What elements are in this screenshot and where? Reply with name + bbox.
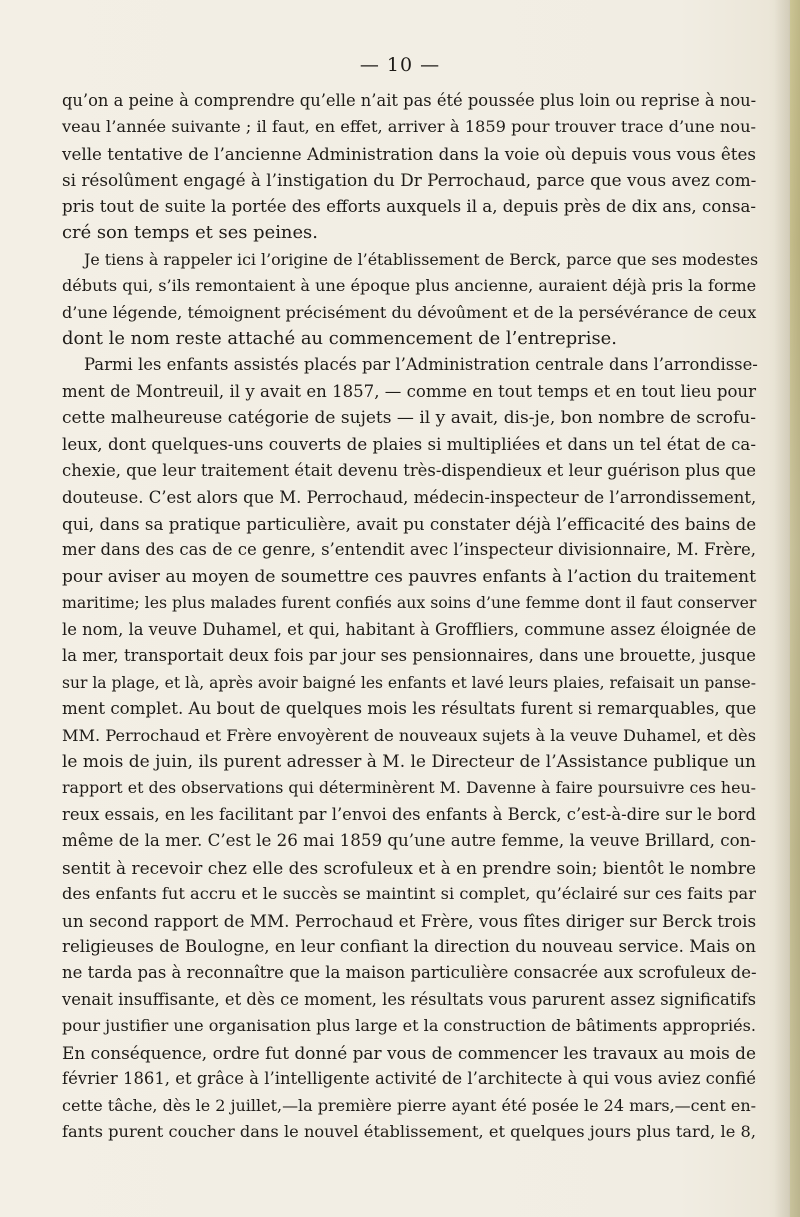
text-line: cré son temps et ses peines. — [62, 222, 318, 244]
text-line: février 1861, et grâce à l’intelligente activité de l’architecte à qui vous aviez confié — [62, 1069, 756, 1089]
text-line: dont le nom reste attaché au commencement de l’entreprise. — [62, 327, 617, 349]
text-line: chexie, que leur traitement était devenu très-dispendieux et leur guérison plus que — [62, 461, 756, 481]
text-line: le mois de juin, ils purent adresser à M. le Directeur de l’Assistance publique un — [62, 751, 756, 772]
text-line: sentit à recevoir chez elle des scrofuleux et à en prendre soin; bientôt le nombre — [62, 857, 756, 878]
text-line: cette malheureuse catégorie de sujets — il y avait, dis-je, bon nombre de scrofu- — [62, 408, 756, 429]
text-line: qu’on a peine à comprendre qu’elle n’ait pas été poussée plus loin ou reprise à nou- — [62, 91, 757, 110]
text-line: cette tâche, dès le 2 juillet,—la première pierre ayant été posée le 24 mars,—cent en- — [62, 1095, 756, 1115]
text-line: si résolûment engagé à l’instigation du Dr Perrochaud, parce que vous avez com- — [62, 170, 757, 191]
text-line: reux essais, en les facilitant par l’envoi des enfants à Berck, c’est-à-dire sur le bord — [62, 804, 756, 824]
text-line: venait insuffisante, et dès ce moment, les résultats vous parurent assez significatifs — [62, 989, 756, 1009]
text-line: ne tarda pas à reconnaître que la maison particulière consacrée aux scrofuleux de- — [62, 963, 757, 983]
text-line: leux, dont quelques-uns couverts de plaies si multipliées et dans un tel état de ca- — [62, 434, 756, 454]
text-line: un second rapport de MM. Perrochaud et Frère, vous fîtes diriger sur Berck trois — [62, 910, 757, 931]
text-line: des enfants fut accru et le succès se maintint si complet, qu’éclairé sur ces faits par — [62, 884, 756, 904]
text-line: ment complet. Au bout de quelques mois les résultats furent si remarquables, que — [62, 699, 757, 719]
text-line: qui, dans sa pratique particulière, avait pu constater déjà l’efficacité des bains de — [62, 514, 757, 534]
paragraph-start-line: Parmi les enfants assistés placés par l’Administration centrale dans l’arrondisse- — [84, 355, 758, 375]
text-line: pour justifier une organisation plus large et la construction de bâtiments appropriés. — [62, 1016, 756, 1036]
text-line: la mer, transportait deux fois par jour ses pensionnaires, dans une brouette, jusque — [62, 646, 756, 666]
text-line: mer dans des cas de ce genre, s’entendit avec l’inspecteur divisionnaire, M. Frère, — [62, 540, 756, 560]
text-line: douteuse. C’est alors que M. Perrochaud, médecin-inspecteur de l’arrondissement, — [62, 487, 757, 507]
text-line: sur la plage, et là, après avoir baigné les enfants et lavé leurs plaies, refaisait un panse- — [62, 673, 756, 692]
text-line: religieuses de Boulogne, en leur confiant la direction du nouveau service. Mais on — [62, 937, 756, 956]
paragraph-start-line: Je tiens à rappeler ici l’origine de l’établissement de Berck, parce que ses modestes — [84, 249, 759, 269]
text-line: veau l’année suivante ; il faut, en effet, arriver à 1859 pour trouver trace d’une nou- — [62, 117, 756, 137]
text-line: d’une légende, témoignent précisément du dévoûment et de la persévérance de ceux — [62, 302, 757, 322]
text-line: pour aviser au moyen de soumettre ces pauvres enfants à l’action du traitement — [62, 566, 756, 587]
text-line: maritime; les plus malades furent confiés aux soins d’une femme dont il faut conserver — [62, 593, 757, 613]
text-line: le nom, la veuve Duhamel, et qui, habitant à Groffliers, commune assez éloignée de — [62, 619, 757, 639]
text-line: rapport et des observations qui déterminèrent M. Davenne à faire poursuivre ces heu- — [62, 778, 756, 798]
text-line: fants purent coucher dans le nouvel établissement, et quelques jours plus tard, le 8, — [62, 1122, 756, 1142]
page-number-header: — 10 — — [359, 54, 441, 76]
text-line: En conséquence, ordre fut donné par vous de commencer les travaux au mois de — [62, 1042, 756, 1063]
body-text — [62, 88, 759, 1146]
text-line: pris tout de suite la portée des efforts auxquels il a, depuis près de dix ans, consa- — [62, 196, 756, 216]
text-line: même de la mer. C’est le 26 mai 1859 qu’une autre femme, la veuve Brillard, con- — [62, 831, 757, 851]
page-edge-stain — [790, 0, 800, 1217]
text-line: MM. Perrochaud et Frère envoyèrent de nouveaux sujets à la veuve Duhamel, et dès — [62, 725, 756, 745]
text-line: velle tentative de l’ancienne Administration dans la voie où depuis vous vous êtes — [62, 143, 756, 164]
text-line: débuts qui, s’ils remontaient à une époque plus ancienne, auraient déjà pris la forme — [62, 276, 757, 296]
text-line: ment de Montreuil, il y avait en 1857, — comme en tout temps et en tout lieu pour — [62, 381, 756, 401]
